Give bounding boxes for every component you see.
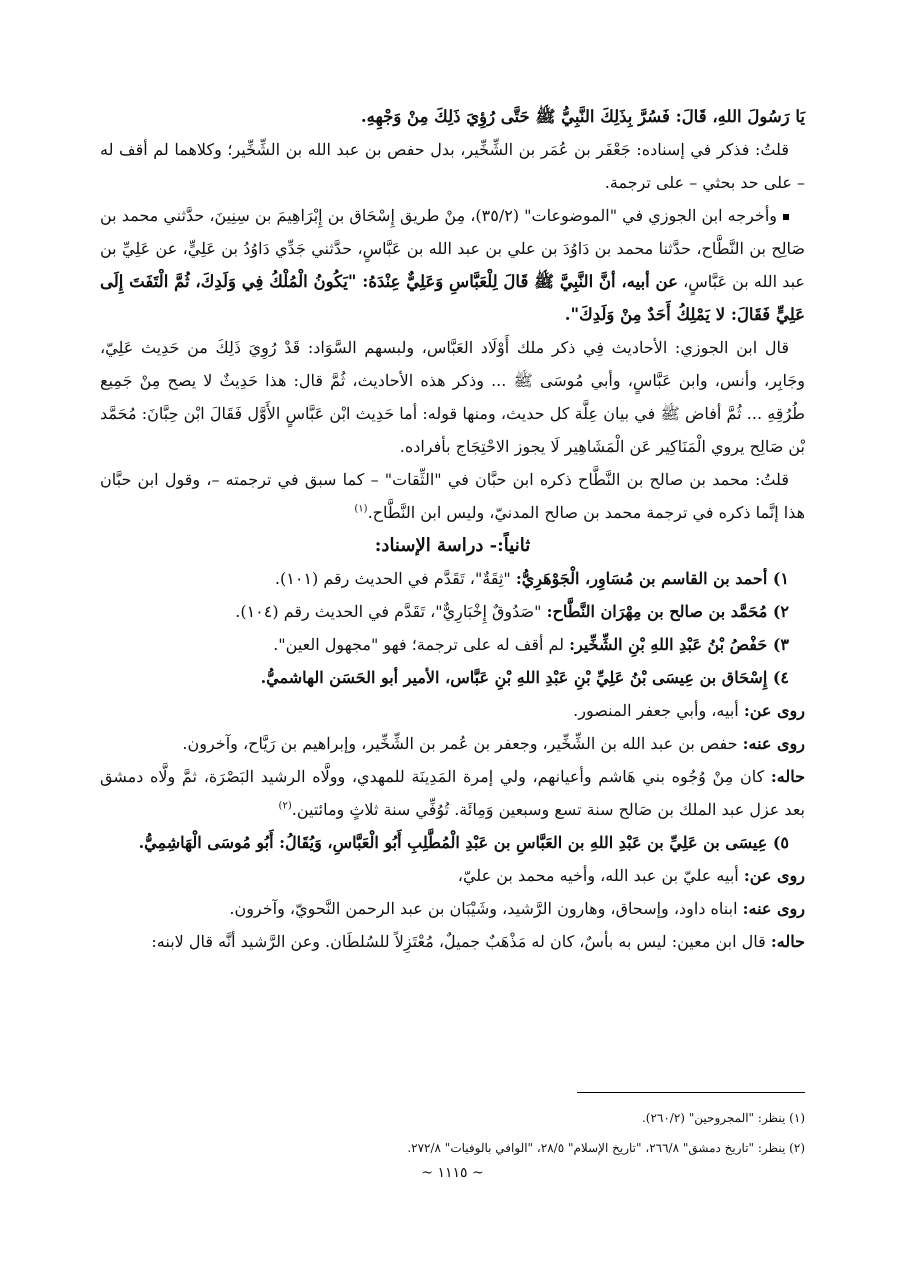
footnotes <box>100 1103 805 1163</box>
narrated-by-text: ابناه داود، وإسحاق، وهارون الرَّشيد، وشَيْبَان بن عبد الرحمن النَّحويّ، وآخرون. <box>229 899 743 918</box>
footnote-ref-2: (٢) <box>278 800 292 812</box>
narrator-4-narrated-by <box>100 727 805 760</box>
takhrij-chain: وأخرجه ابن الجوزي في "الموضوعات" (٣٥/٢)، مِنْ طريق إِسْحَاق بن إِبْرَاهِيمَ بن سِنِينَ، حدَّثني محمد بن صَالِح بن النَّطَّاح، حدَّثنا محمد بن دَاوُدَ بن علي بن عبد الله بن عَبَّاسٍ، حدَّثني جَدِّي دَاوُدُ بن عَلِيٍّ، عن عَلِيِّ بن عبد الله بن عَبَّاسٍ، <box>99 206 806 291</box>
narrator-5 <box>100 826 805 859</box>
footnote-2: (٢) ينظر: "تاريخ دمشق" ٢٦٦/٨، "تاريخ الإسلام" ٢٨/٥، "الوافي بالوفيات" ٢٧٢/٨. <box>407 1141 805 1155</box>
narrator-4-status <box>100 760 805 826</box>
narrated-by-label: روى عنه: <box>742 899 805 918</box>
paragraph-ibn-aljawzi: قال ابن الجوزي: الأحاديث فِي ذكر ملك أَوْلَاد العَبَّاس، ولبسهم السَّوَاد: قَدْ رُوِيَ ذَلِكَ من حَدِيث عَلِيّ، وجَابِر، وأنس، وابن عَبَّاسٍ، وأبي مُوسَى ﷺ ... وذكر هذه الأحاديث، ثُمَّ قال: هذا حَدِيثٌ لا يصح مِنْ جَمِيع طُرُقِهِ ... ثُمَّ أفاض ﷺ في بيان عِلَّة كل حديث، ومنها قوله: أما حَدِيث ابْن عَبَّاسٍ الأَوَّل فَقَالَ ابْن حِبَّانَ: مُحَمَّد بْن صَالِح يروي الْمَنَاكِير عَن الْمَشَاهِير لَا يجوز الاحْتِجَاج بأفراده. <box>100 338 806 456</box>
note-2-text: قلتُ: محمد بن صالح بن النَّطَّاح ذكره ابن حبَّان في "الثِّقات" – كما سبق في ترجمته –، وقول ابن حبَّان هذا إنَّما ذكره في ترجمة محمد بن صالح المدنيّ، وليس ابن النَّطَّاح. <box>100 470 805 522</box>
status-text: كان مِنْ وُجُوه بني هَاشم وأعيانهم، ولي إمرة المَدِينَة للمهدي، وولَّاه الرشيد البَصْرَة، ثمَّ ولَّاه دمشق بعد عزل عبد الملك بن صَالح سنة تسع وسبعين وَمِائَة. تُوُفِّي سنة ثلاثٍ ومائتين. <box>100 767 805 819</box>
hadith-text-mulk: عن أبيه، أنَّ النَّبِيَّ ﷺ قَالَ لِلْعَبَّاسِ وَعَلِيٌّ عِنْدَهُ: "يَكُونُ الْمُلْكُ فِي وَلَدِكَ، ثُمَّ الْتَفَتَ إِلَى عَلِيٍّ فَقَالَ: لا يَمْلِكُ أَحَدٌ مِنْ وَلَدِكَ". <box>100 272 805 324</box>
status-label: حاله: <box>770 932 805 951</box>
footnote-ref-1: (١) <box>354 503 368 515</box>
narrator-2-name: ٢) مُحَمَّد بن صالح بن مِهْرَان النَّطَّاح: <box>546 602 789 621</box>
section-heading-bold: ثانياً <box>503 535 531 556</box>
status-label: حاله: <box>770 767 805 786</box>
narrator-3 <box>100 628 805 661</box>
section-heading-rest: :- دراسة الإسناد: <box>374 535 504 556</box>
paragraph-note-1: قلتُ: فذكر في إسناده: جَعْفَر بن عُمَر بن الشِّخِّير، بدل حفص بن عبد الله بن الشِّخِّير؛ وكلاهما لم أقف له – على حد بحثي – على ترجمة. <box>100 140 805 192</box>
narrator-2-status: "صَدُوقٌ إِخْبَارِيٌّ"، تَقَدَّم في الحديث رقم (١٠٤). <box>235 602 547 621</box>
narrator-5-narrated-from <box>100 859 805 892</box>
narrator-1-name: ١) أحمد بن القاسم بن مُسَاوِر، الْجَوْهَرِيُّ: <box>515 569 789 588</box>
narrator-1 <box>100 562 805 595</box>
status-text: قال ابن معين: ليس به بأسٌ، كان له مَذْهَبٌ جميلٌ، مُعْتَزِلاً للسُلطَان. وعن الرَّشيد أنَّه قال لابنه: <box>151 932 771 951</box>
narrated-from-text: أبيه، وأبي جعفر المنصور. <box>573 701 744 720</box>
narrator-5-name: ٥) عِيسَى بن عَلِيِّ بن عَبْدِ اللهِ بن العَبَّاسِ بن عَبْدِ الْمُطَّلِبِ أَبُو الْعَبَّاسِ، وَيُقَالُ: أَبُو مُوسَى الْهَاشِمِيُّ. <box>138 833 789 852</box>
narrator-1-status: "ثِقَةٌ"، تَقَدَّم في الحديث رقم (١٠١). <box>274 569 516 588</box>
narrator-2 <box>100 595 805 628</box>
page-number: ~ ١١١٥ ~ <box>421 1165 484 1181</box>
narrator-4-name: ٤) إِسْحَاق بن عِيسَى بْنُ عَلِيِّ بْنِ عَبْدِ اللهِ بْنِ عَبَّاس، الأمير أبو الحَسَن الهاشميُّ. <box>260 668 789 687</box>
section-heading <box>100 529 805 562</box>
paragraph-note-2 <box>100 463 805 529</box>
narrated-by-text: حفص بن عبد الله بن الشِّخِّير، وجعفر بن عُمر بن الشِّخِّير، وإبراهيم بن رَيَّاح، وآخرون. <box>182 734 743 753</box>
hadith-text-continued: يَا رَسُولَ اللهِ، قَالَ: فَسُرَّ بِذَلِكَ النَّبِيُّ ﷺ حَتَّى رُؤِيَ ذَلِكَ مِنْ وَجْهِهِ. <box>360 107 805 126</box>
paragraph-takhrij <box>100 199 805 331</box>
narrator-5-narrated-by <box>100 892 805 925</box>
narrator-3-status: لم أقف له على ترجمة؛ فهو "مجهول العين". <box>273 635 570 654</box>
narrated-by-label: روى عنه: <box>742 734 805 753</box>
bullet-square-icon <box>783 214 789 220</box>
narrated-from-label: روى عن: <box>743 866 805 885</box>
narrator-3-name: ٣) حَفْصُ بْنُ عَبْدِ اللهِ بْنِ الشِّخِّير: <box>569 635 789 654</box>
narrator-5-status <box>100 925 805 958</box>
narrator-4 <box>100 661 805 694</box>
narrated-from-label: روى عن: <box>743 701 805 720</box>
narrator-4-narrated-from <box>100 694 805 727</box>
footnote-1: (١) ينظر: "المجروحين" (٢٦٠/٢). <box>641 1111 805 1125</box>
footnote-divider <box>577 1092 805 1093</box>
document-page <box>100 100 805 1220</box>
narrated-from-text: أبيه عليّ بن عبد الله، وأخيه محمد بن عليّ، <box>457 866 744 885</box>
